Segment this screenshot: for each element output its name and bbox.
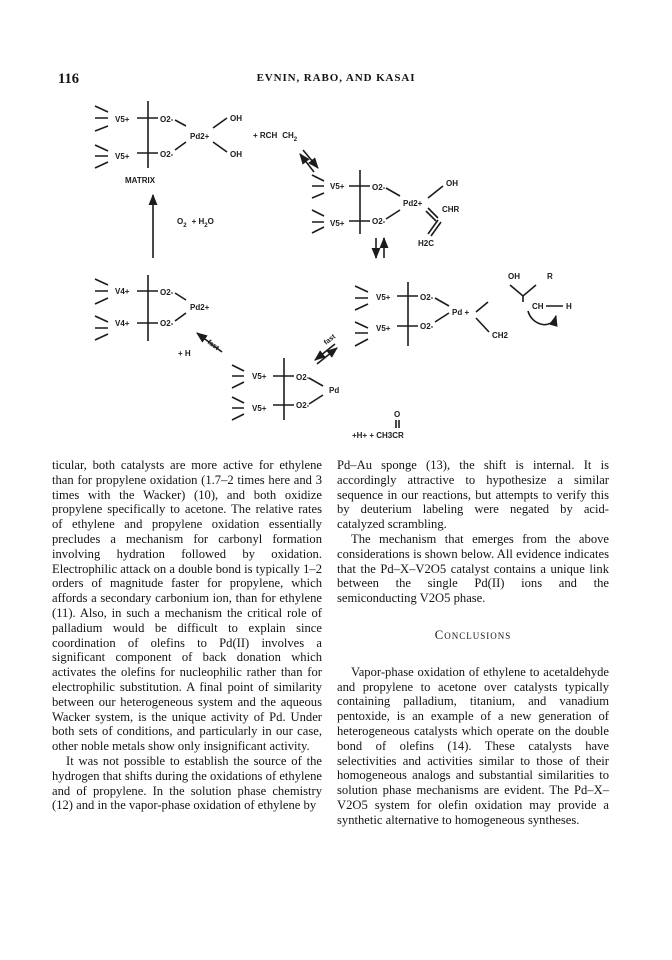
- pd0-label-5: Pd: [329, 386, 340, 395]
- ch-label-3: CH: [532, 302, 544, 311]
- v5-label-5b: V5+: [252, 404, 267, 413]
- o2-label-1a: O2-: [160, 115, 174, 124]
- r-label-3: R: [547, 272, 553, 281]
- h2c-label-2: H2C: [418, 239, 435, 248]
- oh-label-1a: OH: [230, 114, 242, 123]
- oh-label-3: OH: [508, 272, 520, 281]
- carbonyl-o-label: O: [394, 410, 401, 419]
- oh-label-2: OH: [446, 179, 458, 188]
- plus-h-label: + H: [178, 349, 191, 358]
- page-number: 116: [58, 71, 79, 87]
- o2-label-2b: O2-: [372, 217, 386, 226]
- v5-label-2b: V5+: [330, 219, 345, 228]
- v5-label-1b: V5+: [115, 152, 130, 161]
- matrix-label: MATRIX: [125, 176, 156, 185]
- o2-label-4a: O2-: [160, 288, 174, 297]
- v4-label-4a: V4+: [115, 287, 130, 296]
- v5-label-3b: V5+: [376, 324, 391, 333]
- h-label-3: H: [566, 302, 572, 311]
- fast-label-left: fast: [205, 338, 221, 352]
- mechanism-scheme: [0, 0, 672, 450]
- v5-label-1a: V5+: [115, 115, 130, 124]
- right-paragraph-3: Vapor-phase oxidation of ethylene to acetaldehyde and propylene to acetone over catalysts typically containing palladium, titanium, and vanadium pentoxide, is an example of a new generation of heterogeneous catalysts which operate on the double bond of olefins (14). These catalysts have selectivities and activities similar to those of their homogeneous analogs and substantial similarities to solution phase mechanisms are evident. The Pd–X–V2O5 system for olefin oxidation may provide a synthetic alternative to homogeneous syntheses.: [337, 664, 609, 827]
- o2-label-5a: O2-: [296, 373, 310, 382]
- ch2-label-3: CH2: [492, 331, 509, 340]
- pd2-label-4: Pd2+: [190, 303, 210, 312]
- left-column: [52, 458, 322, 813]
- v5-label-2a: V5+: [330, 182, 345, 191]
- o2-label-1b: O2-: [160, 150, 174, 159]
- o2-label-3a: O2-: [420, 293, 434, 302]
- v5-label-5a: V5+: [252, 372, 267, 381]
- o2-label-5b: O2-: [296, 401, 310, 410]
- right-column: [337, 458, 609, 828]
- alkene-reagent: + RCH $CH_2$: [253, 131, 298, 143]
- o2-label-3b: O2-: [420, 322, 434, 331]
- o2-label-2a: O2-: [372, 183, 386, 192]
- o2-label-4b: O2-: [160, 319, 174, 328]
- o2-h2o-reagent: $O_2 + H_2O$: [177, 217, 214, 229]
- fast-label-right: fast: [322, 333, 338, 347]
- v5-label-3a: V5+: [376, 293, 391, 302]
- chr-label-2: CHR: [442, 205, 460, 214]
- pd2-label-1: Pd2+: [190, 132, 210, 141]
- right-paragraph-1: Pd–Au sponge (13), the shift is internal. It is accordingly attractive to hypothesize a similar sequence in our reactions, but attempts to verify this by deuterium labeling were negated by acid-catalyzed scrambling.: [337, 458, 609, 532]
- pd2-label-2: Pd2+: [403, 199, 423, 208]
- oh-label-1b: OH: [230, 150, 242, 159]
- left-paragraph-1: ticular, both catalysts are more active for ethylene than for propylene oxidation (1.7–2 times here and 3 times with the Wacker) (10), and both oxidize propylene specifically to acetone. The relative rates of ethylene and propylene oxidation essentially precludes a mechanism for carbonyl formation involving hydration followed by oxidation. Electrophilic attack on a double bond is typically 1–2 orders of magnitude faster for propylene, which affords a secondary carbonium ion, than for ethylene (11). Also, in such a mechanism the critical role of palladium would be difficult to explain since coordination of olefins to Pd(II) involves a significant component of back donation which activates the olefins for nucleophilic rather than for electrophilic substitution. A final point of similarity between our heterogeneous system and the aqueous Wacker system, is the unique activity of Pd. Under both sets of conditions, and particularly in our case, other noble metals show only insignificant activity.: [52, 458, 322, 754]
- pd-plus-label-3: Pd +: [452, 308, 470, 317]
- right-paragraph-2: The mechanism that emerges from the above considerations is shown below. All evidence indicates that the Pd–X–V2O5 catalyst contains a unique link between the single Pd(II) ions and the semiconducting V2O5 phase.: [337, 531, 609, 606]
- section-heading-conclusions: Conclusions: [434, 627, 512, 642]
- v4-label-4b: V4+: [115, 319, 130, 328]
- running-head-authors: EVNIN, RABO, AND KASAI: [256, 72, 416, 84]
- products-label: +H+ + CH3CR: [352, 431, 404, 440]
- left-paragraph-2: It was not possible to establish the source of the hydrogen that shifts during the oxidations of ethylene and of propylene. In the solution phase chemistry (12) and in the vapor-phase oxidation of ethylene by: [52, 753, 322, 813]
